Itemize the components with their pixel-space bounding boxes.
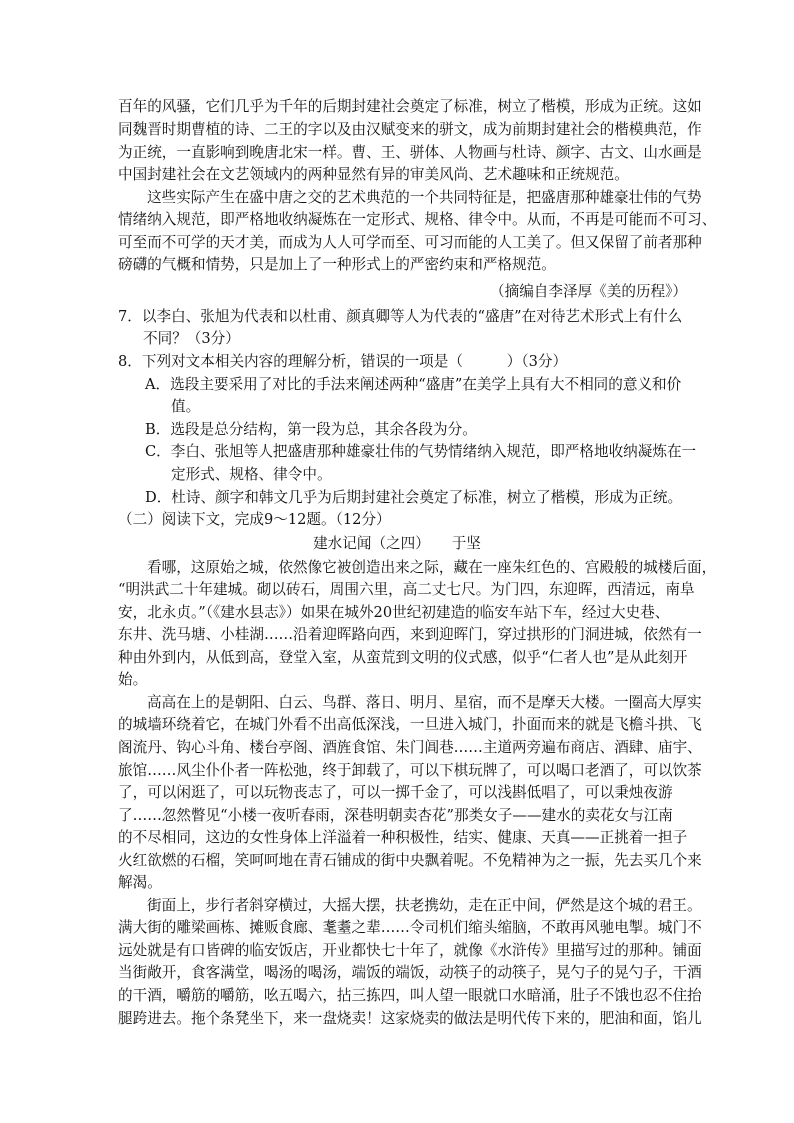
article-line: 的不尽相同，这边的女性身体上洋溢着一种积极性，结实、健康、天真——正挑着一担子 (118, 829, 688, 846)
passage-line: 可至而不可学的天才美，而成为人人可学而至、可习而能的人工美了。但又保留了前者那种 (118, 234, 702, 251)
passage-line: 中国封建社会在文艺领域内的两种显然有异的审美风尚、艺术趣味和正统规范。 (118, 166, 629, 183)
question-8-stem: 8．下列对文本相关内容的理解分析，错误的一项是（ ）（3分） (118, 353, 568, 370)
article-line: 始。 (118, 671, 148, 688)
article-line: 解渴。 (118, 874, 162, 891)
article-line: 腿跨进去。拖个条凳坐下，来一盘烧卖！这家烧卖的做法是明代传下来的，肥油和面，馅儿 (118, 1010, 702, 1027)
article-line: 街面上，步行者斜穿横过，大摇大摆，扶老携幼，走在正中间，俨然是这个城的君王。 (147, 897, 702, 914)
article-line: 高高在上的是朝阳、白云、鸟群、落日、明月、星宿，而不是摩天大楼。一圈高大厚实 (147, 694, 702, 711)
article-title: 建水记闻（之四） 于坚 (313, 535, 481, 552)
article-line: 的干酒，嚼筋的嚼筋，吆五喝六，拈三拣四，叫人望一眼就口水暗涌，肚子不饿也忍不住抬 (118, 987, 702, 1004)
article-line: 看哪，这原始之城，依然像它被创造出来之际，藏在一座朱红色的、宫殿般的城楼后面， (147, 559, 717, 576)
article-line: 远处就是有口皆碑的临安饭店，开业都快七十年了，就像《水浒传》里描写过的那种。铺面 (118, 942, 702, 959)
article-line: 了，可以闲逛了，可以玩物丧志了，可以一掷千金了，可以浅斟低唱了，可以秉烛夜游 (118, 784, 673, 801)
article-line: 阁流丹、钩心斗角、楼台亭阁、酒旌食馆、朱门阊巷……主道两旁遍布商店、酒肆、庙宇、 (118, 739, 702, 756)
passage-line: 百年的风骚，它们几乎为千年的后期封建社会奠定了标准，树立了楷模，形成为正统。这如 (118, 98, 702, 115)
passage-line: 同魏晋时期曹植的诗、二王的字以及由汉赋变来的骈文，成为前期封建社会的楷模典范，作 (118, 121, 702, 138)
article-line: 火红欲燃的石榴，笑呵呵地在青石铺成的街中央飘着呢。不免精神为之一振，先去买几个来 (118, 852, 702, 869)
article-line: “明洪武二十年建城。砌以砖石，周围六里，高二丈七尺。为门四，东迎晖，西清远，南阜 (118, 581, 695, 598)
question-7: 7．以李白、张旭为代表和以杜甫、颜真卿等人为代表的“盛唐”在对待艺术形式上有什么 (118, 308, 683, 325)
section-heading: （二）阅读下文，完成9～12题。（12分） (118, 511, 391, 528)
option-a: 值。 (171, 398, 201, 415)
article-line: 旅馆……风尘仆仆者一阵松弛，终于卸载了，可以下棋玩牌了，可以喝口老酒了，可以饮茶 (118, 762, 702, 779)
article-line: 安，北永贞。”（《建水县志》）如果在城外20世纪初建造的临安车站下车，经过大史巷、 (118, 604, 670, 621)
question-7: 不同？（3分） (143, 330, 240, 347)
source-note: （摘编自李泽厚《美的历程》） (490, 283, 688, 300)
option-b: B．选段是总分结构，第一段为总，其余各段为分。 (145, 421, 477, 438)
article-line: 东井、洗马塘、小桂湖……沿着迎晖路向西，来到迎晖门，穿过拱形的门洞进城，依然有一 (118, 626, 702, 643)
passage-line: 磅礴的气概和情势，只是加上了一种形式上的严密约束和严格规范。 (118, 256, 556, 273)
option-c: C．李白、张旭等人把盛唐那种雄豪壮伟的气势情绪纳入规范，即严格地收纳凝炼在一 (145, 443, 697, 460)
option-d: D．杜诗、颜字和韩文几乎为后期封建社会奠定了标准，树立了楷模，形成为正统。 (145, 489, 683, 506)
article-line: 了……忽然瞥见“小楼一夜听春雨，深巷明朝卖杏花”那类女子——建水的卖花女与江南 (118, 807, 673, 824)
article-line: 当街敞开，食客满堂，喝汤的喝汤，端饭的端饭，动筷子的动筷子，晃勺子的晃勺子，干酒 (118, 964, 702, 981)
option-a: A．选段主要采用了对比的手法来阐述两种“盛唐”在美学上具有大不相同的意义和价 (145, 376, 682, 393)
passage-line: 情绪纳入规范，即严格地收纳凝炼在一定形式、规格、律令中。从而，不再是可能而不可习、 (118, 211, 717, 228)
option-c: 定形式、规格、律令中。 (171, 466, 332, 483)
article-line: 的城墙环绕着它，在城门外看不出高低深浅，一旦进入城门，扑面而来的就是飞檐斗拱、飞 (118, 716, 702, 733)
passage-line: 这些实际产生在盛中唐之交的艺术典范的一个共同特征是，把盛唐那种雄豪壮伟的气势 (147, 189, 702, 206)
article-line: 满大街的雕梁画栋、摊贩食廊、耄耋之辈……令司机们缩头缩脑，不敢再风驰电掣。城门不 (118, 919, 702, 936)
passage-line: 为正统，一直影响到晚唐北宋一样。曹、王、骈体、人物画与杜诗、颜字、古文、山水画是 (118, 144, 702, 161)
article-line: 种由外到内，从低到高，登堂入室，从蛮荒到文明的仪式感，似乎“仁者人也”是从此刻开 (118, 649, 688, 666)
